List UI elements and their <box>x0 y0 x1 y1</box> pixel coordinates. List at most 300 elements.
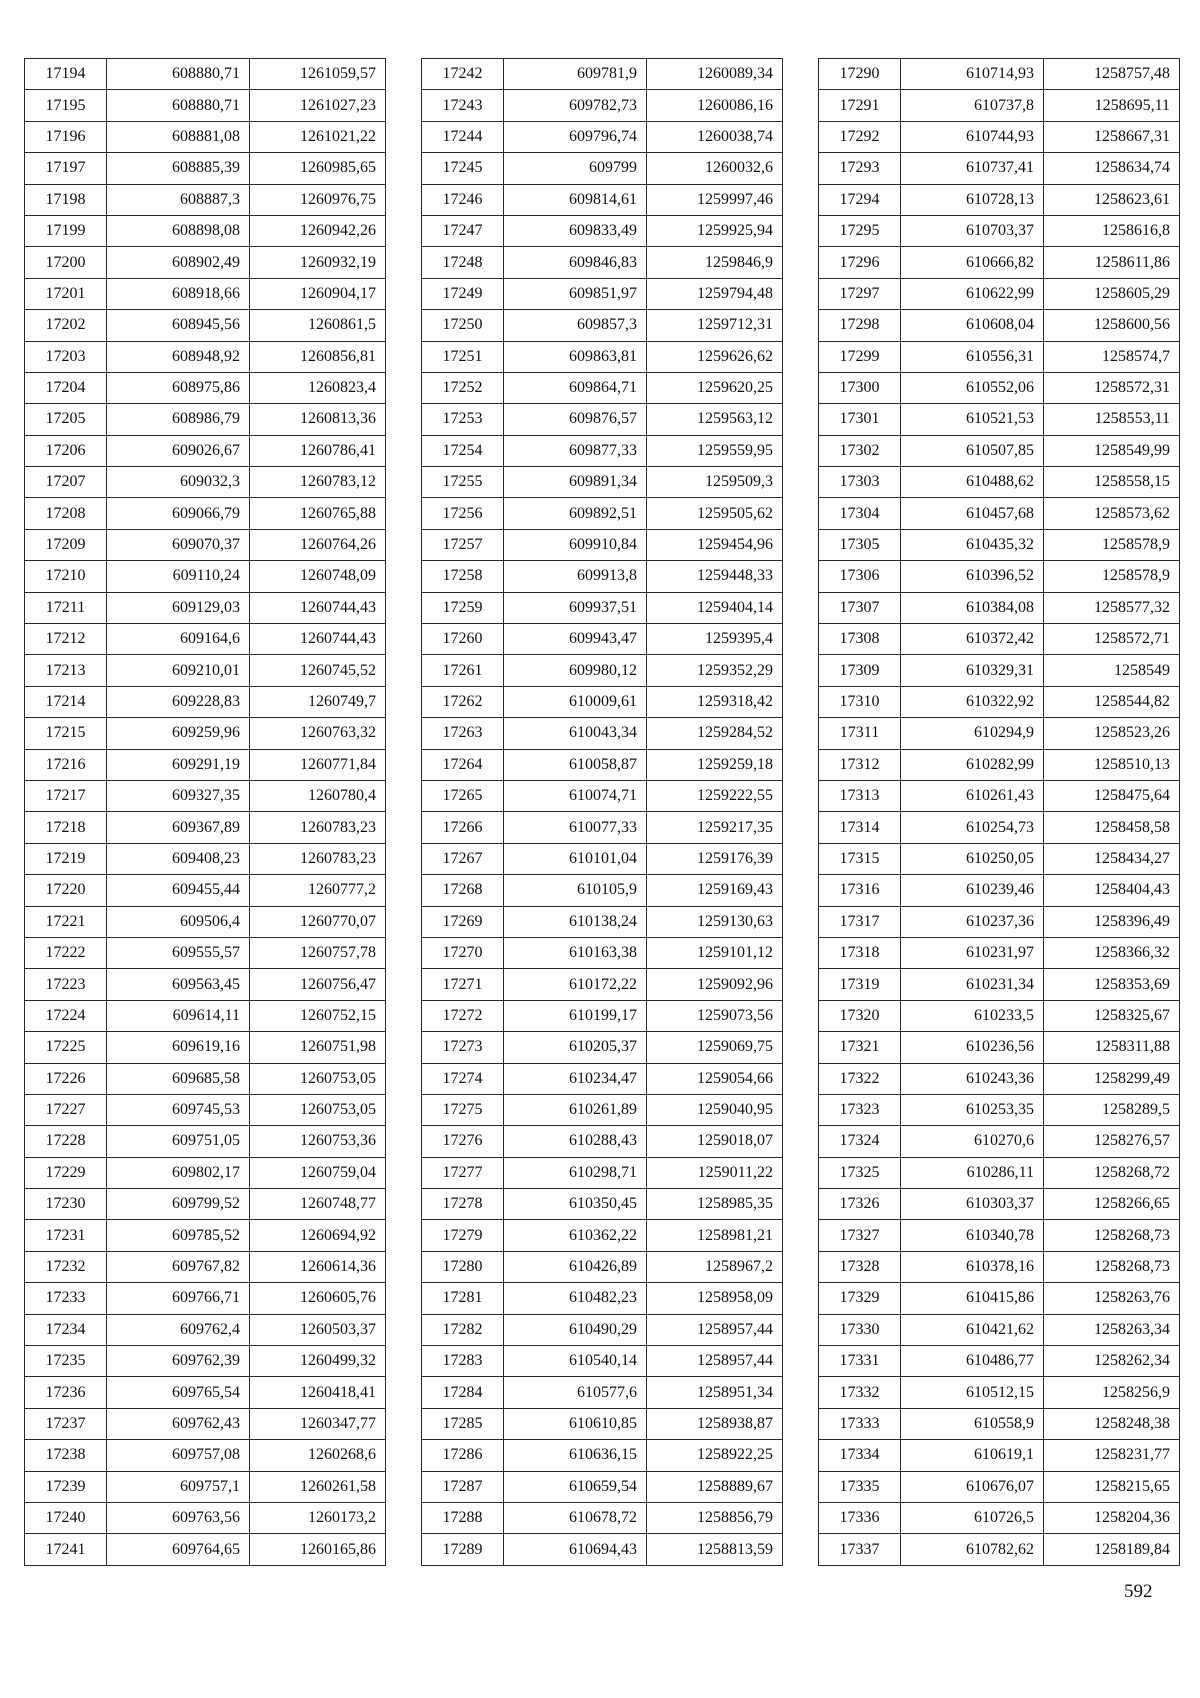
y-coordinate-cell: 1258957,44 <box>647 1346 783 1377</box>
y-coordinate-cell: 1260770,07 <box>250 906 386 937</box>
table-row <box>819 592 1180 623</box>
x-coordinate-cell: 610396,52 <box>901 561 1044 592</box>
point-number-cell: 17254 <box>422 435 504 466</box>
point-number-cell: 17200 <box>25 247 107 278</box>
point-number-cell: 17257 <box>422 529 504 560</box>
point-number-cell: 17221 <box>25 906 107 937</box>
x-coordinate-cell: 610486,77 <box>901 1346 1044 1377</box>
x-coordinate-cell: 609937,51 <box>504 592 647 623</box>
x-coordinate-cell: 610659,54 <box>504 1471 647 1502</box>
x-coordinate-cell: 610512,15 <box>901 1377 1044 1408</box>
x-coordinate-cell: 609757,08 <box>107 1440 250 1471</box>
point-number-cell: 17278 <box>422 1189 504 1220</box>
x-coordinate-cell: 609782,73 <box>504 90 647 121</box>
x-coordinate-cell: 609764,65 <box>107 1534 250 1565</box>
x-coordinate-cell: 610288,43 <box>504 1126 647 1157</box>
table-row <box>819 1000 1180 1031</box>
point-number-cell: 17331 <box>819 1346 901 1377</box>
x-coordinate-cell: 610694,43 <box>504 1534 647 1565</box>
point-number-cell: 17205 <box>25 404 107 435</box>
y-coordinate-cell: 1260751,98 <box>250 1032 386 1063</box>
point-number-cell: 17335 <box>819 1471 901 1502</box>
y-coordinate-cell: 1259620,25 <box>647 372 783 403</box>
point-number-cell: 17213 <box>25 655 107 686</box>
table-row <box>422 184 783 215</box>
x-coordinate-cell: 610261,89 <box>504 1094 647 1125</box>
table-row <box>422 937 783 968</box>
x-coordinate-cell: 608885,39 <box>107 153 250 184</box>
y-coordinate-cell: 1261021,22 <box>250 121 386 152</box>
x-coordinate-cell: 610261,43 <box>901 780 1044 811</box>
point-number-cell: 17261 <box>422 655 504 686</box>
x-coordinate-cell: 609506,4 <box>107 906 250 937</box>
x-coordinate-cell: 609327,35 <box>107 780 250 811</box>
x-coordinate-cell: 609980,12 <box>504 655 647 686</box>
y-coordinate-cell: 1259259,18 <box>647 749 783 780</box>
x-coordinate-cell: 610619,1 <box>901 1440 1044 1471</box>
table-row <box>422 1063 783 1094</box>
point-number-cell: 17293 <box>819 153 901 184</box>
coordinate-table-2 <box>421 58 783 1566</box>
point-number-cell: 17291 <box>819 90 901 121</box>
table-row <box>422 875 783 906</box>
point-number-cell: 17299 <box>819 341 901 372</box>
x-coordinate-cell: 610552,06 <box>901 372 1044 403</box>
point-number-cell: 17292 <box>819 121 901 152</box>
coordinate-table-3 <box>818 58 1180 1566</box>
point-number-cell: 17238 <box>25 1440 107 1471</box>
table-row <box>819 1314 1180 1345</box>
x-coordinate-cell: 610043,34 <box>504 718 647 749</box>
point-number-cell: 17262 <box>422 686 504 717</box>
point-number-cell: 17305 <box>819 529 901 560</box>
point-number-cell: 17281 <box>422 1283 504 1314</box>
point-number-cell: 17286 <box>422 1440 504 1471</box>
table-row <box>25 1251 386 1282</box>
table-row <box>819 812 1180 843</box>
y-coordinate-cell: 1260783,23 <box>250 812 386 843</box>
x-coordinate-cell: 609228,83 <box>107 686 250 717</box>
y-coordinate-cell: 1258951,34 <box>647 1377 783 1408</box>
table-row <box>422 1346 783 1377</box>
x-coordinate-cell: 609070,37 <box>107 529 250 560</box>
y-coordinate-cell: 1258985,35 <box>647 1189 783 1220</box>
x-coordinate-cell: 609066,79 <box>107 498 250 529</box>
y-coordinate-cell: 1259101,12 <box>647 937 783 968</box>
y-coordinate-cell: 1258311,88 <box>1044 1032 1180 1063</box>
x-coordinate-cell: 610608,04 <box>901 310 1044 341</box>
x-coordinate-cell: 609814,61 <box>504 184 647 215</box>
table-row <box>25 1189 386 1220</box>
table-row <box>25 780 386 811</box>
y-coordinate-cell: 1260932,19 <box>250 247 386 278</box>
x-coordinate-cell: 610421,62 <box>901 1314 1044 1345</box>
y-coordinate-cell: 1259626,62 <box>647 341 783 372</box>
table-row <box>422 1157 783 1188</box>
y-coordinate-cell: 1259404,14 <box>647 592 783 623</box>
y-coordinate-cell: 1259069,75 <box>647 1032 783 1063</box>
table-row <box>819 624 1180 655</box>
table-row <box>422 1000 783 1031</box>
table-row <box>819 1032 1180 1063</box>
point-number-cell: 17307 <box>819 592 901 623</box>
point-number-cell: 17308 <box>819 624 901 655</box>
x-coordinate-cell: 608948,92 <box>107 341 250 372</box>
table-row <box>25 435 386 466</box>
x-coordinate-cell: 610488,62 <box>901 467 1044 498</box>
x-coordinate-cell: 610676,07 <box>901 1471 1044 1502</box>
y-coordinate-cell: 1260765,88 <box>250 498 386 529</box>
x-coordinate-cell: 610298,71 <box>504 1157 647 1188</box>
point-number-cell: 17277 <box>422 1157 504 1188</box>
x-coordinate-cell: 609164,6 <box>107 624 250 655</box>
x-coordinate-cell: 610577,6 <box>504 1377 647 1408</box>
y-coordinate-cell: 1258353,69 <box>1044 969 1180 1000</box>
y-coordinate-cell: 1260771,84 <box>250 749 386 780</box>
point-number-cell: 17287 <box>422 1471 504 1502</box>
y-coordinate-cell: 1260753,36 <box>250 1126 386 1157</box>
x-coordinate-cell: 610233,5 <box>901 1000 1044 1031</box>
x-coordinate-cell: 610303,37 <box>901 1189 1044 1220</box>
table-row <box>25 561 386 592</box>
x-coordinate-cell: 609767,82 <box>107 1251 250 1282</box>
x-coordinate-cell: 609757,1 <box>107 1471 250 1502</box>
point-number-cell: 17283 <box>422 1346 504 1377</box>
point-number-cell: 17250 <box>422 310 504 341</box>
y-coordinate-cell: 1259563,12 <box>647 404 783 435</box>
point-number-cell: 17329 <box>819 1283 901 1314</box>
point-number-cell: 17266 <box>422 812 504 843</box>
table-row <box>422 686 783 717</box>
y-coordinate-cell: 1259169,43 <box>647 875 783 906</box>
point-number-cell: 17245 <box>422 153 504 184</box>
y-coordinate-cell: 1259454,96 <box>647 529 783 560</box>
table-row <box>422 624 783 655</box>
y-coordinate-cell: 1258578,9 <box>1044 561 1180 592</box>
y-coordinate-cell: 1259395,4 <box>647 624 783 655</box>
y-coordinate-cell: 1258231,77 <box>1044 1440 1180 1471</box>
point-number-cell: 17312 <box>819 749 901 780</box>
y-coordinate-cell: 1260904,17 <box>250 278 386 309</box>
point-number-cell: 17318 <box>819 937 901 968</box>
y-coordinate-cell: 1258889,67 <box>647 1471 783 1502</box>
table-row <box>422 90 783 121</box>
x-coordinate-cell: 610482,23 <box>504 1283 647 1314</box>
x-coordinate-cell: 609619,16 <box>107 1032 250 1063</box>
point-number-cell: 17251 <box>422 341 504 372</box>
y-coordinate-cell: 1260813,36 <box>250 404 386 435</box>
x-coordinate-cell: 609751,05 <box>107 1126 250 1157</box>
point-number-cell: 17222 <box>25 937 107 968</box>
table-row <box>422 498 783 529</box>
x-coordinate-cell: 609259,96 <box>107 718 250 749</box>
x-coordinate-cell: 609796,74 <box>504 121 647 152</box>
point-number-cell: 17223 <box>25 969 107 1000</box>
point-number-cell: 17206 <box>25 435 107 466</box>
table-row <box>819 1063 1180 1094</box>
point-number-cell: 17259 <box>422 592 504 623</box>
table-row <box>422 529 783 560</box>
x-coordinate-cell: 610236,56 <box>901 1032 1044 1063</box>
y-coordinate-cell: 1258616,8 <box>1044 215 1180 246</box>
point-number-cell: 17294 <box>819 184 901 215</box>
y-coordinate-cell: 1259712,31 <box>647 310 783 341</box>
table-row <box>422 1408 783 1439</box>
point-number-cell: 17247 <box>422 215 504 246</box>
y-coordinate-cell: 1258263,34 <box>1044 1314 1180 1345</box>
table-row <box>819 215 1180 246</box>
x-coordinate-cell: 609762,4 <box>107 1314 250 1345</box>
point-number-cell: 17316 <box>819 875 901 906</box>
coordinate-table-body <box>819 59 1180 1566</box>
y-coordinate-cell: 1258510,13 <box>1044 749 1180 780</box>
y-coordinate-cell: 1260777,2 <box>250 875 386 906</box>
point-number-cell: 17275 <box>422 1094 504 1125</box>
point-number-cell: 17328 <box>819 1251 901 1282</box>
table-row <box>819 1502 1180 1533</box>
table-row <box>819 121 1180 152</box>
y-coordinate-cell: 1258572,71 <box>1044 624 1180 655</box>
x-coordinate-cell: 609555,57 <box>107 937 250 968</box>
y-coordinate-cell: 1259073,56 <box>647 1000 783 1031</box>
table-row <box>819 247 1180 278</box>
y-coordinate-cell: 1260752,15 <box>250 1000 386 1031</box>
x-coordinate-cell: 610714,93 <box>901 59 1044 90</box>
table-row <box>422 718 783 749</box>
point-number-cell: 17217 <box>25 780 107 811</box>
y-coordinate-cell: 1260744,43 <box>250 624 386 655</box>
y-coordinate-cell: 1258938,87 <box>647 1408 783 1439</box>
x-coordinate-cell: 610666,82 <box>901 247 1044 278</box>
y-coordinate-cell: 1258577,32 <box>1044 592 1180 623</box>
point-number-cell: 17289 <box>422 1534 504 1565</box>
x-coordinate-cell: 609876,57 <box>504 404 647 435</box>
point-number-cell: 17207 <box>25 467 107 498</box>
y-coordinate-cell: 1259997,46 <box>647 184 783 215</box>
coordinate-table-body <box>422 59 783 1566</box>
y-coordinate-cell: 1258553,11 <box>1044 404 1180 435</box>
table-row <box>819 969 1180 1000</box>
table-row <box>25 1471 386 1502</box>
table-row <box>25 1408 386 1439</box>
point-number-cell: 17302 <box>819 435 901 466</box>
point-number-cell: 17280 <box>422 1251 504 1282</box>
x-coordinate-cell: 609857,3 <box>504 310 647 341</box>
table-row <box>422 1032 783 1063</box>
point-number-cell: 17288 <box>422 1502 504 1533</box>
point-number-cell: 17332 <box>819 1377 901 1408</box>
x-coordinate-cell: 610415,86 <box>901 1283 1044 1314</box>
coordinate-table-1 <box>24 58 386 1566</box>
point-number-cell: 17323 <box>819 1094 901 1125</box>
x-coordinate-cell: 609408,23 <box>107 843 250 874</box>
table-row <box>422 278 783 309</box>
point-number-cell: 17216 <box>25 749 107 780</box>
y-coordinate-cell: 1259130,63 <box>647 906 783 937</box>
y-coordinate-cell: 1258549,99 <box>1044 435 1180 466</box>
table-row <box>25 749 386 780</box>
table-row <box>25 467 386 498</box>
table-row <box>819 1377 1180 1408</box>
y-coordinate-cell: 1260756,47 <box>250 969 386 1000</box>
y-coordinate-cell: 1259352,29 <box>647 655 783 686</box>
y-coordinate-cell: 1259318,42 <box>647 686 783 717</box>
point-number-cell: 17326 <box>819 1189 901 1220</box>
x-coordinate-cell: 610105,9 <box>504 875 647 906</box>
point-number-cell: 17311 <box>819 718 901 749</box>
table-row <box>819 435 1180 466</box>
table-row <box>422 372 783 403</box>
y-coordinate-cell: 1260347,77 <box>250 1408 386 1439</box>
y-coordinate-cell: 1259176,39 <box>647 843 783 874</box>
table-row <box>25 278 386 309</box>
table-row <box>819 843 1180 874</box>
x-coordinate-cell: 610243,36 <box>901 1063 1044 1094</box>
x-coordinate-cell: 610205,37 <box>504 1032 647 1063</box>
y-coordinate-cell: 1260165,86 <box>250 1534 386 1565</box>
point-number-cell: 17282 <box>422 1314 504 1345</box>
point-number-cell: 17198 <box>25 184 107 215</box>
x-coordinate-cell: 610362,22 <box>504 1220 647 1251</box>
table-row <box>422 1534 783 1565</box>
x-coordinate-cell: 609032,3 <box>107 467 250 498</box>
y-coordinate-cell: 1259509,3 <box>647 467 783 498</box>
table-row <box>819 372 1180 403</box>
point-number-cell: 17220 <box>25 875 107 906</box>
point-number-cell: 17284 <box>422 1377 504 1408</box>
table-row <box>422 1471 783 1502</box>
table-row <box>422 561 783 592</box>
y-coordinate-cell: 1258458,58 <box>1044 812 1180 843</box>
table-row <box>422 1502 783 1533</box>
y-coordinate-cell: 1260985,65 <box>250 153 386 184</box>
table-row <box>25 1346 386 1377</box>
point-number-cell: 17285 <box>422 1408 504 1439</box>
table-row <box>422 435 783 466</box>
y-coordinate-cell: 1260823,4 <box>250 372 386 403</box>
point-number-cell: 17298 <box>819 310 901 341</box>
y-coordinate-cell: 1258299,49 <box>1044 1063 1180 1094</box>
table-row <box>422 59 783 90</box>
table-row <box>25 153 386 184</box>
y-coordinate-cell: 1260780,4 <box>250 780 386 811</box>
x-coordinate-cell: 610737,41 <box>901 153 1044 184</box>
y-coordinate-cell: 1258256,9 <box>1044 1377 1180 1408</box>
x-coordinate-cell: 609913,8 <box>504 561 647 592</box>
point-number-cell: 17304 <box>819 498 901 529</box>
point-number-cell: 17231 <box>25 1220 107 1251</box>
table-row <box>422 1251 783 1282</box>
point-number-cell: 17337 <box>819 1534 901 1565</box>
x-coordinate-cell: 610294,9 <box>901 718 1044 749</box>
table-row <box>819 561 1180 592</box>
x-coordinate-cell: 610521,53 <box>901 404 1044 435</box>
table-row <box>25 624 386 655</box>
point-number-cell: 17263 <box>422 718 504 749</box>
table-row <box>422 592 783 623</box>
y-coordinate-cell: 1259925,94 <box>647 215 783 246</box>
point-number-cell: 17194 <box>25 59 107 90</box>
x-coordinate-cell: 608945,56 <box>107 310 250 341</box>
y-coordinate-cell: 1259284,52 <box>647 718 783 749</box>
table-row <box>25 1283 386 1314</box>
y-coordinate-cell: 1258268,73 <box>1044 1220 1180 1251</box>
point-number-cell: 17208 <box>25 498 107 529</box>
table-row <box>422 1440 783 1471</box>
x-coordinate-cell: 610250,05 <box>901 843 1044 874</box>
y-coordinate-cell: 1259794,48 <box>647 278 783 309</box>
x-coordinate-cell: 609910,84 <box>504 529 647 560</box>
x-coordinate-cell: 610558,9 <box>901 1408 1044 1439</box>
x-coordinate-cell: 610782,62 <box>901 1534 1044 1565</box>
y-coordinate-cell: 1259011,22 <box>647 1157 783 1188</box>
y-coordinate-cell: 1260086,16 <box>647 90 783 121</box>
y-coordinate-cell: 1258667,31 <box>1044 121 1180 152</box>
point-number-cell: 17218 <box>25 812 107 843</box>
x-coordinate-cell: 609799,52 <box>107 1189 250 1220</box>
x-coordinate-cell: 610254,73 <box>901 812 1044 843</box>
point-number-cell: 17243 <box>422 90 504 121</box>
x-coordinate-cell: 609685,58 <box>107 1063 250 1094</box>
table-row <box>422 906 783 937</box>
x-coordinate-cell: 610199,17 <box>504 1000 647 1031</box>
y-coordinate-cell: 1258957,44 <box>647 1314 783 1345</box>
point-number-cell: 17232 <box>25 1251 107 1282</box>
x-coordinate-cell: 609110,24 <box>107 561 250 592</box>
point-number-cell: 17310 <box>819 686 901 717</box>
x-coordinate-cell: 610231,34 <box>901 969 1044 1000</box>
y-coordinate-cell: 1259040,95 <box>647 1094 783 1125</box>
point-number-cell: 17314 <box>819 812 901 843</box>
x-coordinate-cell: 609864,71 <box>504 372 647 403</box>
table-row <box>819 529 1180 560</box>
point-number-cell: 17336 <box>819 1502 901 1533</box>
y-coordinate-cell: 1258558,15 <box>1044 467 1180 498</box>
y-coordinate-cell: 1258573,62 <box>1044 498 1180 529</box>
point-number-cell: 17309 <box>819 655 901 686</box>
x-coordinate-cell: 609291,19 <box>107 749 250 780</box>
table-row <box>25 718 386 749</box>
x-coordinate-cell: 608887,3 <box>107 184 250 215</box>
point-number-cell: 17267 <box>422 843 504 874</box>
table-row <box>819 1189 1180 1220</box>
y-coordinate-cell: 1258623,61 <box>1044 184 1180 215</box>
y-coordinate-cell: 1258325,67 <box>1044 1000 1180 1031</box>
point-number-cell: 17270 <box>422 937 504 968</box>
y-coordinate-cell: 1258611,86 <box>1044 247 1180 278</box>
y-coordinate-cell: 1258695,11 <box>1044 90 1180 121</box>
table-row <box>422 749 783 780</box>
table-row <box>422 153 783 184</box>
y-coordinate-cell: 1258189,84 <box>1044 1534 1180 1565</box>
table-row <box>422 467 783 498</box>
x-coordinate-cell: 610726,5 <box>901 1502 1044 1533</box>
point-number-cell: 17202 <box>25 310 107 341</box>
x-coordinate-cell: 610138,24 <box>504 906 647 937</box>
x-coordinate-cell: 610610,85 <box>504 1408 647 1439</box>
x-coordinate-cell: 610237,36 <box>901 906 1044 937</box>
table-row <box>422 655 783 686</box>
table-row <box>819 875 1180 906</box>
x-coordinate-cell: 610350,45 <box>504 1189 647 1220</box>
y-coordinate-cell: 1258434,27 <box>1044 843 1180 874</box>
table-row <box>819 1346 1180 1377</box>
point-number-cell: 17313 <box>819 780 901 811</box>
x-coordinate-cell: 610322,92 <box>901 686 1044 717</box>
x-coordinate-cell: 610378,16 <box>901 1251 1044 1282</box>
point-number-cell: 17226 <box>25 1063 107 1094</box>
y-coordinate-cell: 1258523,26 <box>1044 718 1180 749</box>
